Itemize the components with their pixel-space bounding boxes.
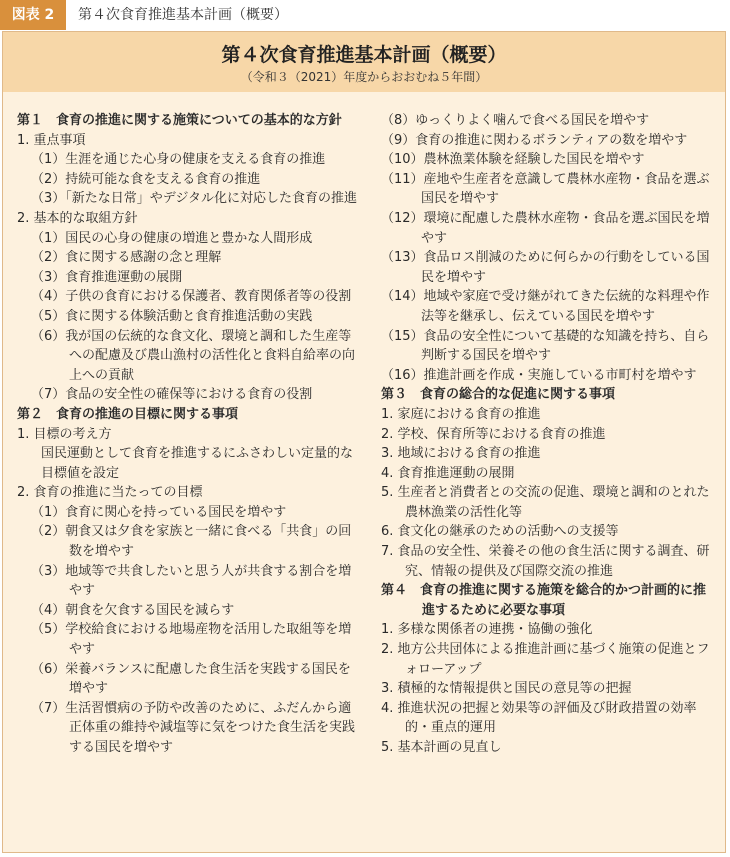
list-item: 2. 食育の推進に当たっての目標	[17, 485, 203, 501]
list-item: 5. 基本計画の見直し	[381, 740, 502, 755]
plan-panel	[2, 31, 726, 853]
right-column	[381, 111, 713, 758]
list-subitem: （3）地域等で共食したいと思う人が共食する割合を増やす	[31, 563, 352, 599]
list-subitem: （13）食品ロス削減のために何らかの行動をしている国民を増やす	[381, 250, 710, 285]
list-subitem: （7）生活習慣病の予防や改善のために、ふだんから適正体重の維持や減塩等に気をつけた食生活を実践する国民を増やす	[31, 700, 356, 755]
list-subitem: （3）「新たな日常」やデジタル化に対応した食育の推進	[31, 191, 357, 207]
list-item: 7. 食品の安全性、栄養その他の食生活に関する調査、研究、情報の提供及び国際交流の推進	[381, 544, 710, 579]
list-subitem: （1）生涯を通じた心身の健康を支える食育の推進	[31, 152, 326, 168]
list-subitem: （5）食に関する体験活動と食育推進活動の実践	[31, 308, 313, 324]
section-heading: 第４ 食育の推進に関する施策を総合的かつ計画的に推進するために必要な事項	[381, 583, 707, 618]
list-subitem: （7）食品の安全性の確保等における食育の役割	[31, 387, 313, 403]
list-item: 3. 積極的な情報提供と国民の意見等の把握	[381, 681, 632, 697]
list-item: 3. 地域における食育の推進	[381, 446, 541, 462]
list-subitem: （11）産地や生産者を意識して農林水産物・食品を選ぶ国民を増やす	[381, 171, 710, 207]
list-subitem: （6）栄養バランスに配慮した食生活を実践する国民を増やす	[31, 661, 351, 697]
list-item: 2. 基本的な取組方針	[17, 210, 138, 226]
list-subitem: （4）朝食を欠食する国民を減らす	[31, 602, 235, 618]
list-item: 1. 重点事項	[17, 132, 86, 148]
list-item: 2. 学校、保育所等における食育の推進	[381, 426, 606, 442]
list-item: 5. 生産者と消費者との交流の促進、環境と調和のとれた農林漁業の活性化等	[381, 485, 710, 520]
list-subitem: （6）我が国の伝統的な食文化、環境と調和した生産等への配慮及び農山漁村の活性化と食料自給率の向上への貢献	[31, 328, 356, 383]
list-item: 1. 目標の考え方	[17, 426, 112, 442]
list-subitem: （16）推進計画を作成・実施している市町村を増やす	[381, 367, 697, 383]
list-subitem: （14）地域や家庭で受け継がれてきた伝統的な料理や作法等を継承し、伝えている国民を増やす	[381, 289, 710, 324]
list-item: 1. 多様な関係者の連携・協働の強化	[381, 622, 593, 638]
plan-period: （令和３（2021）年度からおおむね５年間）	[240, 70, 488, 84]
left-column	[17, 111, 357, 758]
figure-caption	[0, 0, 730, 30]
list-subitem: （12）環境に配慮した農林水産物・食品を選ぶ国民を増やす	[381, 210, 710, 246]
list-item: 1. 家庭における食育の推進	[381, 406, 541, 422]
section-heading: 第３ 食育の総合的な促進に関する事項	[381, 387, 616, 403]
list-subitem: （1）食育に関心を持っている国民を増やす	[31, 504, 287, 520]
list-item: 6. 食文化の継承のための活動への支援等	[381, 524, 619, 540]
list-text: 国民運動として食育を推進するにふさわしい定量的な目標値を設定	[41, 446, 354, 481]
section-heading: 第２ 食育の推進の目標に関する事項	[17, 406, 239, 422]
list-subitem: （9）食育の推進に関わるボランティアの数を増やす	[381, 132, 688, 148]
section-heading: 第１ 食育の推進に関する施策についての基本的な方針	[17, 113, 342, 128]
list-item: 4. 推進状況の把握と効果等の評価及び財政措置の効率的・重点的運用	[381, 700, 697, 736]
figure-title: 第４次食育推進基本計画（概要）	[78, 7, 288, 23]
list-subitem: （2）持続可能な食を支える食育の推進	[31, 171, 261, 187]
plan-title: 第４次食育推進基本計画（概要）	[221, 44, 507, 66]
list-subitem: （8）ゆっくりよく噛んで食べる国民を増やす	[381, 113, 650, 128]
list-subitem: （1）国民の心身の健康の増進と豊かな人間形成	[31, 230, 313, 246]
list-subitem: （4）子供の食育における保護者、教育関係者等の役割	[31, 289, 352, 305]
list-subitem: （10）農林漁業体験を経験した国民を増やす	[381, 152, 645, 168]
list-subitem: （2）朝食又は夕食を家族と一緒に食べる「共食」の回数を増やす	[31, 524, 352, 560]
panel-header	[3, 32, 725, 92]
list-item: 2. 地方公共団体による推進計画に基づく施策の促進とフォローアップ	[381, 642, 710, 677]
list-subitem: （3）食育推進運動の展開	[31, 269, 183, 285]
list-subitem: （2）食に関する感謝の念と理解	[31, 250, 222, 266]
list-item: 4. 食育推進運動の展開	[381, 465, 515, 481]
list-subitem: （15）食品の安全性について基礎的な知識を持ち、自ら判断する国民を増やす	[381, 328, 710, 364]
list-subitem: （5）学校給食における地場産物を活用した取組等を増やす	[31, 622, 352, 658]
figure-badge: 図表 2	[0, 0, 66, 30]
